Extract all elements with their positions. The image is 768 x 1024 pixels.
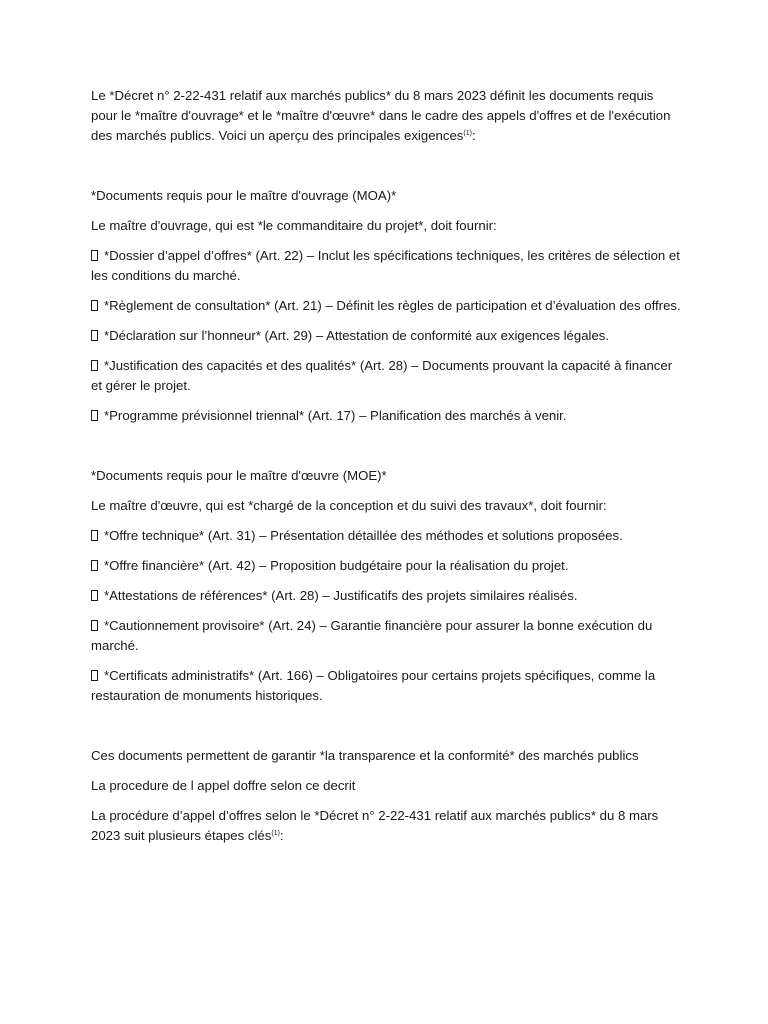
list-item	[91, 556, 683, 576]
list-item-text: *Justification des capacités et des qualités* (Art. 28) – Documents prouvant la capacité à financer et gérer le projet.	[91, 358, 673, 393]
list-item	[91, 296, 683, 316]
list-item-text: *Dossier d’appel d’offres* (Art. 22) – Inclut les spécifications techniques, les critères de sélection et les conditions du marché.	[91, 248, 680, 283]
list-item-text: *Règlement de consultation* (Art. 21) – Définit les règles de participation et d’évaluation des offres.	[104, 298, 681, 313]
intro-paragraph	[91, 86, 683, 146]
missing-glyph-box-icon	[91, 590, 98, 601]
missing-glyph-box-icon	[91, 300, 98, 311]
list-item	[91, 616, 683, 656]
closing-summary: Ces documents permettent de garantir *la transparence et la conformité* des marchés publics	[91, 748, 639, 763]
moa-lead: Le maître d'ouvrage, qui est *le commanditaire du projet*, doit fournir:	[91, 218, 497, 233]
missing-glyph-box-icon	[91, 670, 98, 681]
missing-glyph-box-icon	[91, 560, 98, 571]
missing-glyph-box-icon	[91, 620, 98, 631]
moe-lead: Le maître d'œuvre, qui est *chargé de la conception et du suivi des travaux*, doit fournir:	[91, 498, 607, 513]
moe-heading: *Documents requis pour le maître d'œuvre (MOE)*	[91, 468, 387, 483]
list-item-text: *Déclaration sur l’honneur* (Art. 29) – Attestation de conformité aux exigences légales.	[104, 328, 610, 343]
list-item-text: *Offre technique* (Art. 31) – Présentation détaillée des méthodes et solutions proposées.	[104, 528, 623, 543]
list-item	[91, 526, 683, 546]
intro-text: Le *Décret n° 2-22-431 relatif aux marchés publics* du 8 mars 2023 définit les documents requis pour le *maître d'ouvrage* et le *maître d'œuvre* dans le cadre des appels d'offres et de l'exécution des marchés publics. Voici un aperçu des principales exigences	[91, 88, 671, 143]
list-item-text: *Programme prévisionnel triennal* (Art. 17) – Planification des marchés à venir.	[104, 408, 567, 423]
moa-heading: *Documents requis pour le maître d'ouvrage (MOA)*	[91, 188, 397, 203]
list-item-text: *Certificats administratifs* (Art. 166) – Obligatoires pour certains projets spécifiques, comme la restauration de monuments historiques.	[91, 668, 656, 703]
missing-glyph-box-icon	[91, 360, 98, 371]
list-item	[91, 246, 683, 286]
procedure-suffix: :	[279, 828, 284, 843]
missing-glyph-box-icon	[91, 410, 98, 421]
procedure-text: La procédure d’appel d’offres selon le *Décret n° 2-22-431 relatif aux marchés publics* du 8 mars 2023 suit plusieurs étapes clés	[91, 808, 659, 843]
missing-glyph-box-icon	[91, 250, 98, 261]
procedure-title: La procedure de l appel doffre selon ce decrit	[91, 778, 356, 793]
intro-suffix: :	[471, 128, 476, 143]
list-item-text: *Offre financière* (Art. 42) – Proposition budgétaire pour la réalisation du projet.	[104, 558, 569, 573]
list-item-text: *Attestations de références* (Art. 28) – Justificatifs des projets similaires réalisés.	[104, 588, 578, 603]
document-page	[91, 86, 683, 856]
footnote-ref: (1)	[463, 130, 472, 137]
procedure-paragraph	[91, 806, 683, 846]
list-item-text: *Cautionnement provisoire* (Art. 24) – Garantie financière pour assurer la bonne exécution du marché.	[91, 618, 653, 653]
footnote-ref: (1)	[271, 830, 280, 837]
missing-glyph-box-icon	[91, 330, 98, 341]
list-item	[91, 406, 683, 426]
list-item	[91, 326, 683, 346]
list-item	[91, 356, 683, 396]
missing-glyph-box-icon	[91, 530, 98, 541]
list-item	[91, 666, 683, 706]
list-item	[91, 586, 683, 606]
